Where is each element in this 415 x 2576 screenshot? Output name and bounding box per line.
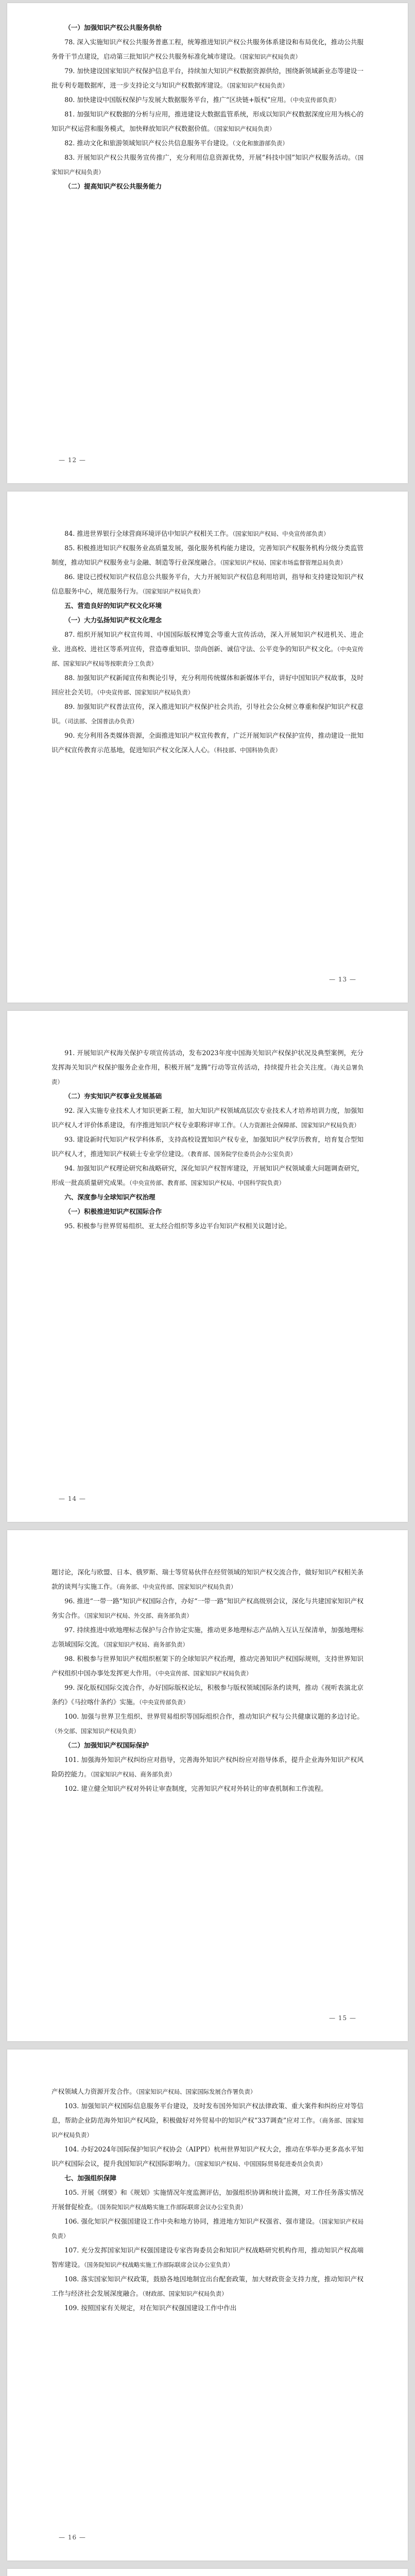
paragraph-text: 85. 积极推进知识产权服务业高质量发展，强化服务机构能力建设，完善知识产权服务机构分级分类监管制度，推动知识产权服务业与金融、制造等行业深度融合。 — [51, 544, 364, 566]
page-14 — [7, 1011, 408, 1522]
responsible-note: （国家知识产权局、中国国际贸易促进委员会负责） — [194, 2160, 326, 2167]
paragraph-108 — [51, 2272, 364, 2301]
paragraph-text: 107. 充分发挥国家知识产权强国建设专家咨询委员会和知识产权战略研究机构作用，推动知识产权高端智库建设。 — [51, 2246, 364, 2268]
responsible-note: （商务部、国家知识产权局负责） — [51, 2117, 364, 2139]
paragraph-text: 101. 加强海外知识产权纠纷应对指导，完善海外知识产权纠纷应对指导体系，提升企业海外知识产权风险防控能力。 — [51, 1756, 364, 1778]
page-15 — [7, 1530, 408, 2041]
responsible-note: （国家知识产权局负责） — [227, 82, 288, 89]
responsible-note: （中央宣传部、国家知识产权局等按职责分工负责） — [51, 646, 364, 667]
responsible-note: （中央宣传部、国家知识产权局负责） — [155, 1670, 252, 1677]
responsible-note: （国家知识产权局、国家市场监督管理总局负责） — [220, 559, 347, 566]
responsible-note: （文化和旅游部负责） — [232, 140, 288, 147]
paragraph-text: 80. 加快建设中国版权保护与发展大数据服务平台，推广“区块链+版权”应用。 — [64, 96, 290, 104]
paragraph-95 — [51, 1219, 364, 1233]
paragraph-text: 78. 深入实施知识产权公共服务普惠工程，统筹推进知识产权公共服务体系建设和布局优化，推动公共服务骨干节点建设，启动第三批知识产权公共服务标准化城市建设。 — [51, 38, 364, 60]
paragraph-107 — [51, 2243, 364, 2272]
paragraph-86 — [51, 570, 364, 599]
page-17 — [7, 2569, 408, 2576]
paragraph-102 — [51, 1782, 364, 1796]
paragraph-text: 103. 加强知识产权国际信息服务平台建设，及时发布国外知识产权法律政策、重大案件和纠纷应对等信息，帮助企业防范海外知识产权风险，积极做好对外贸易中的知识产权“337调查”应对工作。 — [51, 2102, 364, 2124]
section-heading: 七、加强组织保障 — [64, 2174, 116, 2182]
section-heading: 六、深度参与全球知识产权治理 — [64, 1193, 155, 1201]
paragraph-87 — [51, 628, 364, 671]
paragraph-97 — [51, 1623, 364, 1652]
paragraph-90 — [51, 728, 364, 757]
paragraph-text: 91. 开展知识产权海关保护专项宣传活动，发布2023年度中国海关知识产权保护状况及典型案例，充分发挥海关知识产权保护服务企业作用，积极开展“龙腾”行动等宣传活动，持续提升社会关注度。 — [51, 1049, 364, 1071]
paragraph-79 — [51, 64, 364, 93]
paragraph-text: 90. 充分利用各类媒体资源，全面推进知识产权宣传教育，广泛开展知识产权保护宣传，推动建设一批知识产权宣传教育示范基地，促进知识产权文化深入人心。 — [51, 732, 364, 754]
responsible-note: （中央宣传部负责） — [139, 1699, 189, 1706]
paragraph-text: 96. 推进“一带一路”知识产权国际合作，办好“一带一路”知识产权高级别会议，深化与共建国家知识产权务实合作。 — [51, 1597, 364, 1619]
section-heading: （二）提高知识产权公共服务能力 — [64, 182, 162, 190]
responsible-note: （科技部、中国科协负责） — [213, 747, 281, 754]
paragraph-102-continued — [51, 2084, 364, 2099]
paragraph-text: 108. 落实国家知识产权政策，鼓励各地因地制宜出台配套政策，加大财政资金支持力度，推动知识产权工作与经济社会发展深度融合。 — [51, 2275, 364, 2297]
paragraph-text: 95. 积极参与世界贸易组织、亚太经合组织等多边平台知识产权相关议题讨论。 — [64, 1222, 291, 1230]
responsible-note: （外交部、国家知识产权局负责） — [51, 1727, 140, 1735]
paragraph-91 — [51, 1046, 364, 1089]
paragraph-93 — [51, 1132, 364, 1161]
paragraph-109 — [51, 2301, 364, 2315]
responsible-note: （商务部、中央宣传部、国家知识产权局负责） — [116, 1583, 237, 1590]
paragraph-105 — [51, 2185, 364, 2214]
paragraph-text: 89. 加强知识产权普法宣传，深入推进知识产权保护社会共治，引导社会公众树立尊重和保护知识产权意识。 — [51, 703, 364, 725]
paragraph-101 — [51, 1753, 364, 1782]
paragraph-84 — [51, 527, 364, 541]
paragraph-text: 83. 开展知识产权公共服务宣传推广，充分利用信息资源优势，开展“科技中国”知识产权服务活动。 — [64, 154, 355, 161]
paragraph-text: 106. 强化知识产权强国建设工作中央和地方协同，推进地方知识产权强省、强市建设。 — [64, 2217, 319, 2225]
paragraph-text: 99. 深化版权国际交流合作，办好国际版权论坛，积极参与版权领域国际条约谈判，推动《视听表演北京条约》《马拉喀什条约》实施。 — [51, 1684, 364, 1706]
responsible-note: （国家知识产权局负责） — [51, 2218, 364, 2240]
paragraph-text: 97. 持续推进中欧地理标志保护与合作协定实施，推动更多地理标志产品纳入互认互保清单，加强地理标志领域国际交流。 — [51, 1626, 364, 1648]
paragraph-text: 88. 加强知识产权新闻宣传和舆论引导，充分利用传统媒体和新媒体平台，讲好中国知识产权故事，及时回应社会关切。 — [51, 674, 364, 696]
paragraph-83 — [51, 150, 364, 179]
paragraph-text: 产权领域人力资源开发合作。 — [51, 2088, 136, 2095]
responsible-note: （国家知识产权局负责） — [51, 154, 364, 176]
paragraph-92 — [51, 1104, 364, 1132]
responsible-note: （中央宣传部、教育部、国家知识产权局、中国科学院负责） — [129, 1179, 285, 1187]
responsible-note: （国家知识产权局负责） — [142, 588, 204, 595]
paragraph-text: 94. 加强知识产权理论研究和战略研究，深化知识产权智库建设，开展知识产权领域重大问题调查研究，形成一批高质量研究成果。 — [51, 1164, 364, 1187]
paragraph-88 — [51, 671, 364, 700]
paragraph-104 — [51, 2142, 364, 2171]
responsible-note: （国务院知识产权战略实施工作部际联席会议办公室负责） — [97, 2204, 247, 2211]
paragraph-80 — [51, 93, 364, 107]
paragraph-text: 81. 加强知识产权数据的分析与应用，推进建设大数据监管系统，形成以知识产权数据深度应用为核心的知识产权运营和服务模式，加快释放知识产权数据价值。 — [51, 110, 364, 132]
page-12 — [7, 3, 408, 483]
responsible-note: （海关总署负责） — [51, 1064, 364, 1086]
section-heading: （一）加强知识产权公共服务供给 — [64, 24, 162, 31]
page-13 — [7, 492, 408, 1003]
paragraph-95-continued — [51, 1565, 364, 1594]
paragraph-94 — [51, 1161, 364, 1190]
page-number: — 13 — — [329, 976, 356, 983]
responsible-note: （国家知识产权局、外交部、商务部负责） — [83, 1612, 193, 1619]
paragraph-text: 105. 开展《纲要》和《规划》实施情况年度监测评估，加强组织协调和统计监测，对工作任务落实情况开展督促检查。 — [51, 2189, 364, 2211]
responsible-note: （人力资源社会保障部、国家知识产权局负责） — [239, 1122, 360, 1129]
section-heading: 五、营造良好的知识产权文化环境 — [64, 602, 162, 609]
responsible-note: （国家知识产权局负责） — [213, 125, 275, 132]
responsible-note: （教育部、国务院学位委员会办公室负责） — [187, 1150, 297, 1158]
paragraph-81 — [51, 107, 364, 136]
paragraph-text: 92. 深入实施专业技术人才知识更新工程，加大知识产权领域高层次专业技术人才培养培训力度，加强知识产权人才评价体系建设，有序推进知识产权专业职称评审工作。 — [51, 1107, 364, 1129]
page-content — [51, 1046, 364, 1233]
paragraph-text: 题讨论，深化与欧盟、日本、俄罗斯、瑞士等贸易伙伴在经贸领域的知识产权交流合作，做好知识产权相关条款的谈判与实施工作。 — [51, 1568, 364, 1590]
paragraph-text: 84. 推进世界银行全球营商环境评估中知识产权相关工作。 — [64, 530, 233, 537]
paragraph-78 — [51, 35, 364, 64]
paragraph-96 — [51, 1594, 364, 1623]
section-heading: （二）加强知识产权国际保护 — [64, 1741, 149, 1749]
paragraph-text: 93. 建设新时代知识产权学科体系，支持高校设置知识产权专业，加强知识产权学历教育，培育复合型知识产权人才，推进知识产权硕士专业学位建设。 — [51, 1136, 364, 1158]
page-number: — 14 — — [59, 1495, 86, 1502]
paragraph-text: 87. 组织开展知识产权宣传周、中国国际版权博览会等重大宣传活动，深入开展知识产权进机关、进企业、进高校、进社区等系列宣传，营造尊重知识、崇尚创新、诚信守法、公平竞争的知识产权文化。 — [51, 631, 364, 653]
page-content — [51, 1565, 364, 1796]
paragraph-text: 109. 按照国家有关规定，对在知识产权强国建设工作中作出 — [64, 2304, 237, 2312]
paragraph-text: 104. 办好2024年国际保护知识产权协会（AIPPI）杭州世界知识产权大会，推动在华举办更多高水平知识产权国际会议，提升我国知识产权国际影响力。 — [51, 2145, 364, 2167]
paragraph-106 — [51, 2214, 364, 2243]
paragraph-99 — [51, 1681, 364, 1709]
paragraph-89 — [51, 700, 364, 728]
paragraph-text: 86. 建设已授权知识产权信息公共服务平台，大力开展知识产权信息利用培训，指导和支持建设知识产权信息服务中心，规范服务行为。 — [51, 573, 364, 595]
paragraph-82 — [51, 136, 364, 150]
paragraph-text: 98. 积极参与世界知识产权组织框架下的全球知识产权治理，推动完善知识产权国际规则，支持世界知识产权组织中国办事处发挥更大作用。 — [51, 1655, 364, 1677]
section-heading: （一）积极推进知识产权国际合作 — [64, 1208, 162, 1215]
paragraph-100 — [51, 1709, 364, 1738]
responsible-note: （中央宣传部、国家知识产权局负责） — [97, 689, 194, 696]
page-number: — 15 — — [329, 2014, 356, 2022]
page-content — [51, 527, 364, 757]
paragraph-85 — [51, 541, 364, 570]
section-heading: （一）大力弘扬知识产权文化理念 — [64, 616, 162, 624]
page-16 — [7, 2049, 408, 2561]
responsible-note: （财政部、国家知识产权局负责） — [142, 2290, 228, 2297]
paragraph-text: 100. 加强与世界卫生组织、世界贸易组织等国际组织合作，推动知识产权与公共健康议题的多边讨论。 — [64, 1713, 364, 1720]
responsible-note: （国家知识产权局、商务部负责） — [103, 1641, 188, 1648]
responsible-note: （国务院知识产权战略实施工作部际联席会议办公室负责） — [83, 2261, 234, 2268]
responsible-note: （中央宣传部负责） — [290, 96, 340, 104]
paragraph-98 — [51, 1652, 364, 1681]
responsible-note: （国家知识产权局负责） — [239, 53, 301, 60]
responsible-note: （国家知识产权局、中央宣传部负责） — [232, 530, 330, 537]
page-content — [51, 21, 364, 194]
page-number: — 12 — — [59, 456, 86, 464]
page-number: — 16 — — [59, 2534, 86, 2541]
paragraph-text: 82. 推动文化和旅游领域知识产权公共信息服务平台建设。 — [64, 139, 233, 147]
paragraph-text: 79. 加快建设国家知识产权保护信息平台，持续加大知识产权数据资源供给，围绕新领域新业态等建设一批专利专题数据库，进一步支持论文与知识产权数据库建设。 — [51, 67, 364, 89]
responsible-note: （国家知识产权局、国家国际发展合作署负责） — [135, 2088, 256, 2095]
page-content — [51, 2084, 364, 2315]
section-heading: （二）夯实知识产权事业发展基础 — [64, 1092, 162, 1100]
paragraph-text: 102. 建立健全知识产权对外转让审查制度，完善知识产权对外转让的审查机制和工作流程。 — [64, 1785, 327, 1792]
paragraph-103 — [51, 2099, 364, 2142]
responsible-note: （司法部、全国普法办负责） — [64, 718, 138, 725]
responsible-note: （国家知识产权局、商务部负责） — [90, 1771, 176, 1778]
